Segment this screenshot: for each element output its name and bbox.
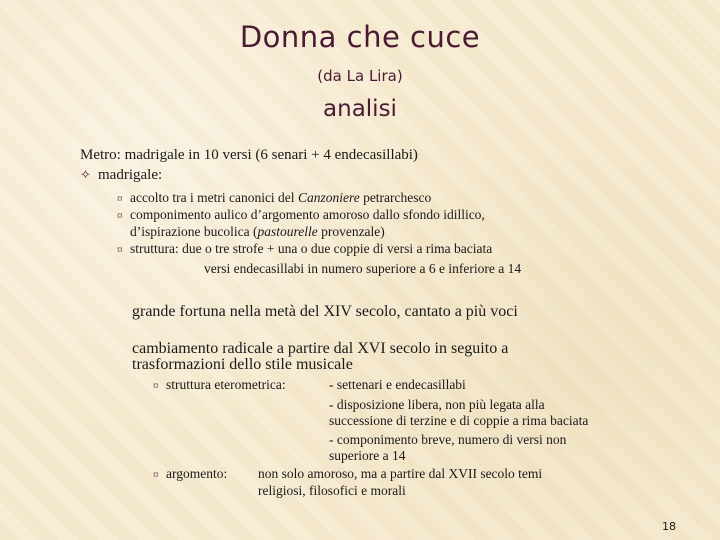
slide-title: Donna che cuce — [239, 20, 481, 54]
struttura-line-5: superiore a 14 — [329, 448, 406, 463]
cambiamento-line-2: trasformazioni dello stile musicale — [132, 356, 353, 373]
madrigale-label: madrigale: — [98, 167, 163, 183]
bullet-icon: ¤ — [153, 469, 159, 481]
argomento-line-1: non solo amoroso, ma a partire dal XVII secolo temi — [258, 466, 543, 481]
fortuna-line: grande fortuna nella metà del XIV secolo, cantato a più voci — [132, 303, 518, 320]
diamond-bullet-icon: ✧ — [80, 167, 91, 182]
madrigale-item-3-cont: versi endecasillabi in numero superiore a 6 e inferiore a 14 — [204, 261, 522, 276]
madrigale-item-2-cont: d’ispirazione bucolica (pastourelle provenzale) — [130, 224, 385, 239]
struttura-line-1: - settenari e endecasillabi — [329, 377, 466, 392]
madrigale-item-3: ¤ struttura: due o tre strofe + una o due coppie di versi a rima baciata — [117, 241, 492, 259]
struttura-line-3: successione di terzine e di coppie a rima baciata — [329, 413, 589, 428]
argomento-line-2: religiosi, filosofici e morali — [258, 483, 406, 498]
page-number: 18 — [662, 520, 676, 533]
bullet-icon: ¤ — [117, 244, 123, 256]
madrigale-bullet — [80, 167, 162, 184]
struttura-line-4: - componimento breve, numero di versi non — [329, 432, 567, 447]
struttura-line-2: - disposizione libera, non più legata alla — [329, 397, 545, 412]
cambiamento-line-1: cambiamento radicale a partire dal XVI secolo in seguito a — [132, 340, 509, 357]
metro-line: Metro: madrigale in 10 versi (6 senari + 4 endecasillabi) — [80, 147, 418, 163]
bullet-icon: ¤ — [117, 193, 123, 205]
bullet-icon: ¤ — [153, 380, 159, 392]
madrigale-item-1: ¤ accolto tra i metri canonici del Canzoniere petrarchesco — [117, 190, 431, 208]
section-heading: analisi — [323, 96, 397, 122]
struttura-label: ¤ struttura eterometrica: — [153, 377, 286, 395]
slide-subtitle: (da La Lira) — [317, 67, 403, 85]
madrigale-item-2: ¤ componimento aulico d’argomento amoroso dallo sfondo idillico, — [117, 207, 485, 225]
bullet-icon: ¤ — [117, 210, 123, 222]
argomento-label: ¤ argomento: — [153, 466, 227, 484]
